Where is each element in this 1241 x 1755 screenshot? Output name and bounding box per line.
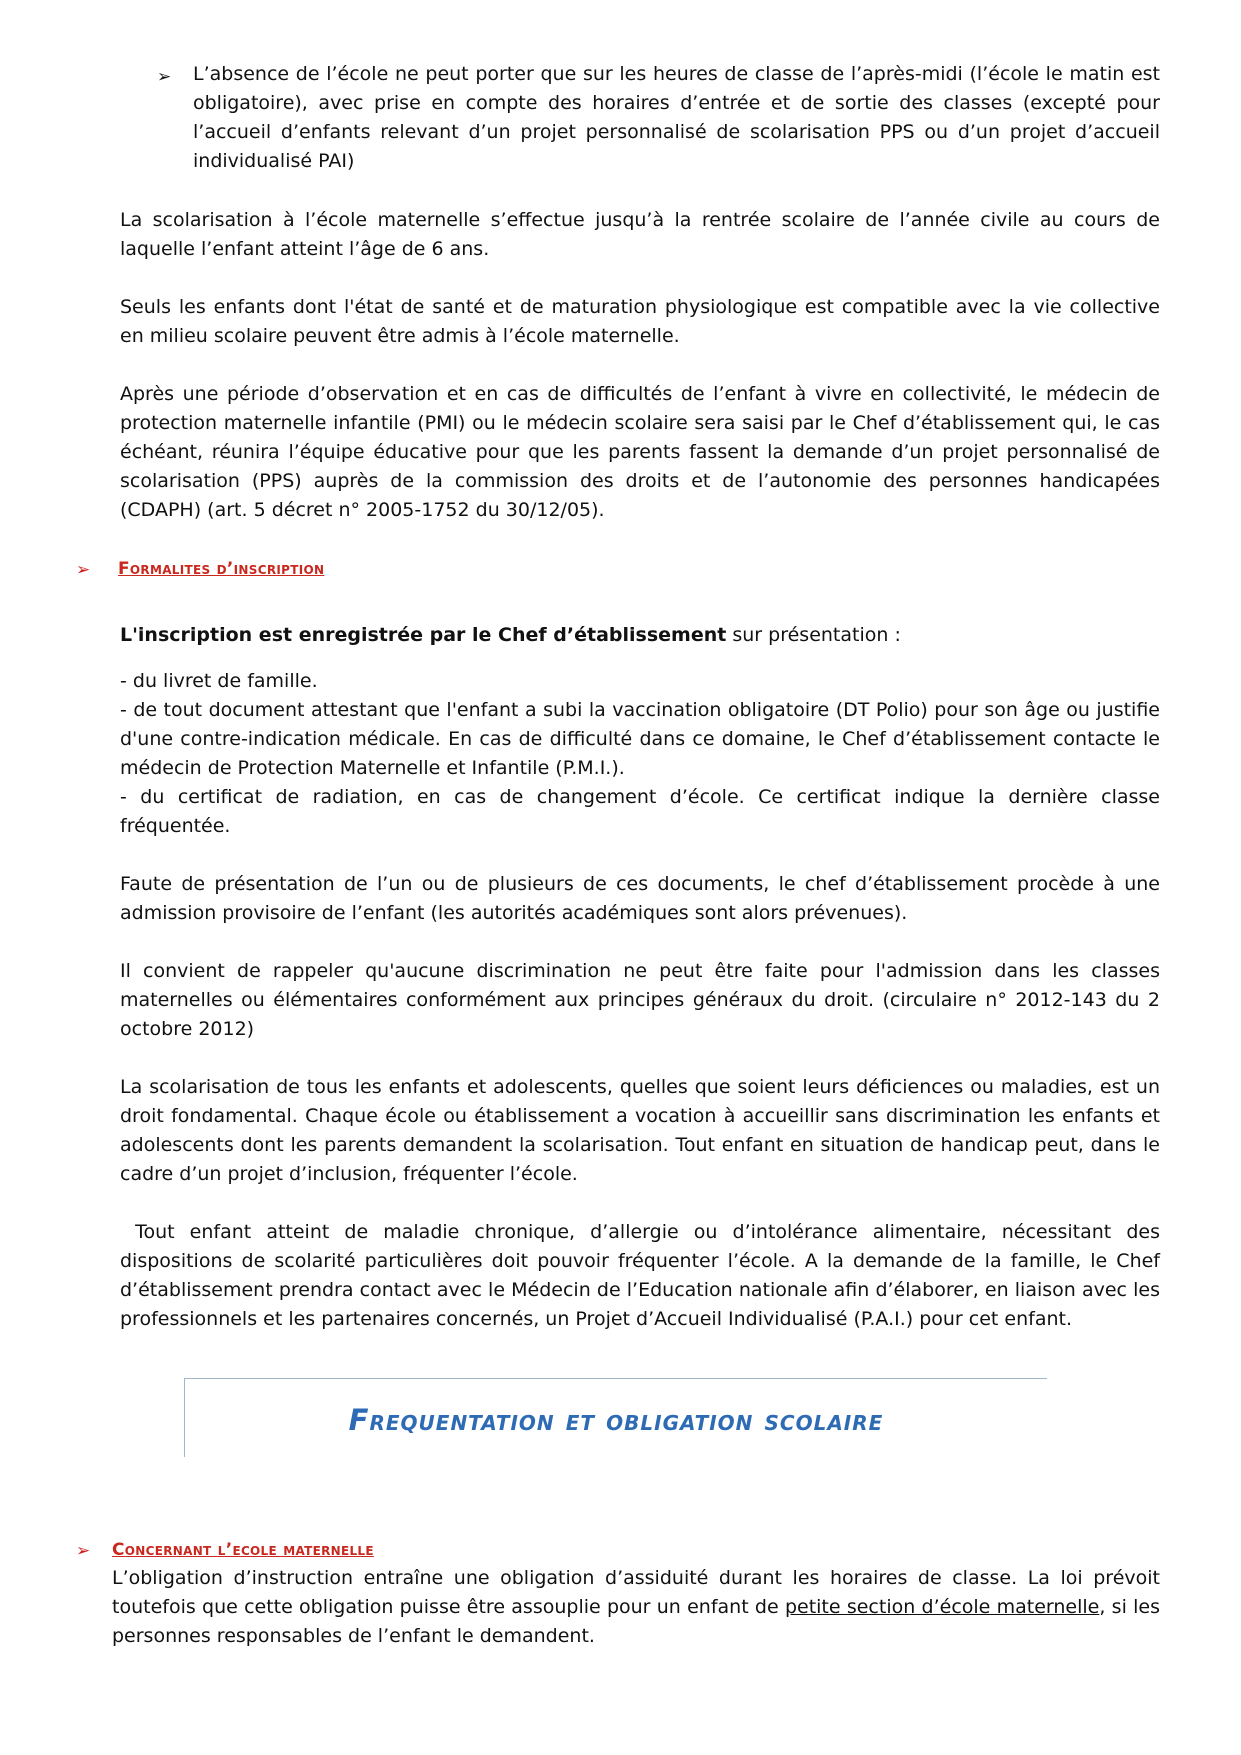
assiduite-text-before: L’obligation d’instruction entraîne une obligation d’assiduité durant les horaires de classe. La loi prévoit toutefois que cette obligation puisse être assouplie pour un enfant de	[112, 1567, 1160, 1618]
inscription-lead-rest: sur présentation :	[726, 624, 901, 646]
title-box	[184, 1378, 1047, 1457]
section-heading-maternelle: Concernant l’ecole maternelle	[112, 1540, 374, 1560]
paragraph-obligation-assiduite	[112, 1564, 1160, 1651]
paragraph-pai: Tout enfant atteint de maladie chronique, d’allergie ou d’intolérance alimentaire, nécessitant des dispositions de scolarité particulières doit pouvoir fréquenter l’école. A la demande de la famille, le Chef d’établissement prendra contact avec le Médecin de l’Education nationale afin d’élaborer, en liaison avec les professionnels et les partenaires concernés, un Projet d’Accueil Individualisé (P.A.I.) pour cet enfant.	[120, 1221, 1167, 1330]
main-title: Frequentation et obligation scolaire	[348, 1403, 884, 1437]
inscription-documents-list: - du livret de famille. - de tout document attestant que l'enfant a subi la vaccination obligatoire (DT Polio) pour son âge ou justifie d'une contre-indication médicale. En cas de difficulté dans ce domaine, le Chef d’établissement contacte le médecin de Protection Maternelle et Infantile (P.M.I.). - du certificat de radiation, en cas de changement d’école. Ce certificat indique la dernière classe fréquentée.	[120, 670, 1160, 837]
inscription-lead	[120, 621, 1160, 650]
paragraph-scolarisation-age: La scolarisation à l’école maternelle s’effectue jusqu’à la rentrée scolaire de l’année civile au cours de laquelle l’enfant atteint l’âge de 6 ans.	[120, 209, 1160, 260]
paragraph-etat-sante: Seuls les enfants dont l'état de santé et de maturation physiologique est compatible avec la vie collective en milieu scolaire peuvent être admis à l’école maternelle.	[120, 296, 1160, 347]
bullet-paragraph-absence: L’absence de l’école ne peut porter que sur les heures de classe de l’après-midi (l’école le matin est obligatoire), avec prise en compte des horaires d’entrée et de sortie des classes (excepté pour l’accueil d’enfants relevant d’un projet personnalisé de scolarisation PPS ou d’un projet d’accueil individualisé PAI)	[193, 63, 1160, 172]
paragraph-observation: Après une période d’observation et en cas de difficultés de l’enfant à vivre en collectivité, le médecin de protection maternelle infantile (PMI) ou le médecin scolaire sera saisi par le Chef d’établissement qui, le cas échéant, réunira l’équipe éducative pour que les parents fassent la demande d’un projet personnalisé de scolarisation (PPS) auprès de la commission des droits et de l’autonomie des personnes handicapées (CDAPH) (art. 5 décret n° 2005-1752 du 30/12/05).	[120, 383, 1160, 521]
paragraph-discrimination: Il convient de rappeler qu'aucune discrimination ne peut être faite pour l'admission dans les classes maternelles ou élémentaires conformément aux principes généraux du droit. (circulaire n° 2012-143 du 2 octobre 2012)	[120, 960, 1160, 1040]
assiduite-text-after: , si les personnes responsables de l’enfant le demandent.	[112, 1596, 1160, 1647]
section-arrow-icon: ➢	[76, 1541, 91, 1561]
section-arrow-icon: ➢	[76, 560, 91, 580]
assiduite-text-underlined: petite section d’école maternelle	[784, 1596, 1100, 1618]
bullet-arrow-icon: ➢	[157, 67, 172, 87]
paragraph-faute-presentation: Faute de présentation de l’un ou de plusieurs de ces documents, le chef d’établissement procède à une admission provisoire de l’enfant (les autorités académiques sont alors prévenues).	[120, 873, 1160, 924]
paragraph-handicap: La scolarisation de tous les enfants et adolescents, quelles que soient leurs déficiences ou maladies, est un droit fondamental. Chaque école ou établissement a vocation à accueillir sans discrimination les enfants et adolescents dont les parents demandent la scolarisation. Tout enfant en situation de handicap peut, dans le cadre d’un projet d’inclusion, fréquenter l’école.	[120, 1076, 1160, 1185]
inscription-lead-bold: L'inscription est enregistrée par le Chef d’établissement	[120, 624, 727, 646]
section-heading-formalites: Formalites d’inscription	[118, 559, 325, 579]
